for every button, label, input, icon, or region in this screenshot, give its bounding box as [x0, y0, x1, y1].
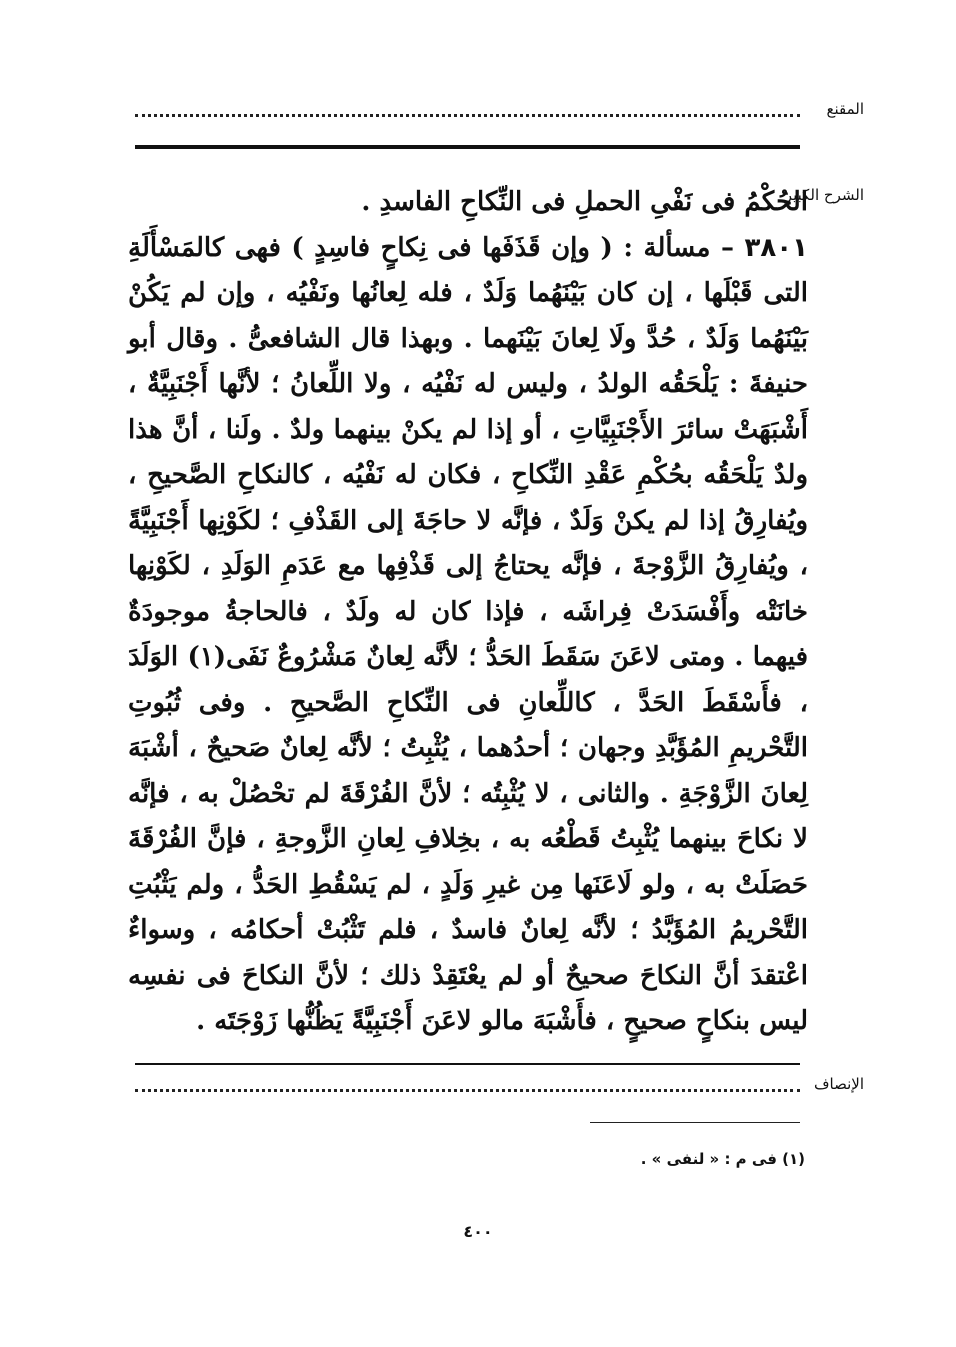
main-text-block [128, 180, 808, 1045]
header-thick-rule [135, 145, 800, 149]
main-end-rule [135, 1063, 800, 1065]
section-title-line: الحُكْمُ فى نَفْىِ الحملِ فى النِّكاحِ الفاسدِ . [361, 187, 808, 217]
section-label-sharh: الشرح الكبير [784, 186, 864, 204]
insaf-dotted-line [135, 1085, 800, 1092]
issue-paragraph [128, 226, 808, 1045]
section-label-insaf: الإنصاف [813, 1075, 864, 1093]
header-dotted-line [135, 110, 800, 117]
footnote: (١) فى م : « لنفى » . [640, 1150, 805, 1168]
header-label-muqni: المقنع [826, 100, 864, 118]
issue-body-text: – مسألة : ( وإن قَذَفَها فى نِكاحٍ فاسِدٍ ) فهى كالمَسْأَلَةِ التى قَبْلَها ، إن كان بَيْنَهُما وَلَدٌ ، فله لِعانُها ونَفْيُه ، وإن لم يَكُنْ بَيْنَهُما وَلَدٌ ، حُدَّ ولَا لِعانَ بَيْنَهما . وبهذا قال الشافعىُّ . وقال أبو حنيفةَ : يَلْحَقُه الولدُ ، وليس له نَفْيُه ، ولا اللِّعانُ ؛ لأنَّها أَجْنَبِيَّةٌ ، أَشْبَهَتْ سائرَ الأَجْنَبِيَّاتِ ، أو إذا لم يكنْ بينهما ولدٌ . ولَنا ، أنَّ هذا ولدٌ يَلْحَقُه بحُكْمِ عَقْدِ النِّكاحِ ، فكان له نَفْيُه ، كالنكاحِ الصَّحيحِ ، ويُفارِقُ إذا لم يكنْ وَلَدٌ ، فإنَّه لا حاجَةَ إلى القَذْفِ ؛ لكَوْنِها أَجْنَبِيَّةً ، ويُفارِقُ الزَّوْجةَ ، فإنَّه يحتاجُ إلى قَذْفِها مع عَدَمِ الوَلَدِ ، لكَوْنِها خانَتْه وأَفْسَدَتْ فِراشَه ، فإذا كان له ولَدٌ ، فالحاجةُ موجودَةٌ فيهما . ومتى لاعَنَ سَقَطَ الحَدُّ ؛ لأنَّه لِعانٌ مَشْرُوعٌ نَفَى(١) الوَلَدَ ، فأَسْقَطَ الحَدَّ ، كاللِّعانِ فى النِّكاحِ الصَّحيحِ . وفى ثُبُوتِ التَّحْريمِ المُؤَبَّدِ وجهان ؛ أحدُهما ، يُثْبِتُ ؛ لأنَّه لِعانٌ صَحيحٌ ، أشْبَهَ لِعانَ الزَّوْجَةِ . والثانى ، لا يُثْبِتُه ؛ لأنَّ الفُرْقَةَ لم تحْصُلْ به ، فإنَّه لا نكاحَ بينهما يُثْبِتُ قَطْعُه به ، بخِلافِ لِعانِ الزَّوجةِ ، فإنَّ الفُرْقَةَ حَصَلَتْ به ، ولو لَاعَنَها مِن غيرِ وَلَدٍ ، لم يَسْقُطِ الحَدُّ ، ولم يَثْبُتِ التَّحْريمُ المُؤَبَّدُ ؛ لأنَّه لِعانٌ فاسدٌ ، فلم تَثْبُتْ أحكامُه ، وسواءٌ اعْتقدَ أنَّ النكاحَ صحيحٌ أو لم يعْتَقِدْ ذلك ؛ لأنَّ النكاحَ فى نفسِه ليس بنكاحٍ صحيحٍ ، فأَشْبَهَ مالو لاعَنَ أَجْنَبِيَّةً يَظُنُّها زَوْجَتَه . [128, 232, 809, 1036]
issue-number: ٣٨٠١ [744, 232, 808, 263]
page-number: ٤٠٠ [463, 1222, 493, 1241]
footnote-rule [590, 1122, 800, 1123]
